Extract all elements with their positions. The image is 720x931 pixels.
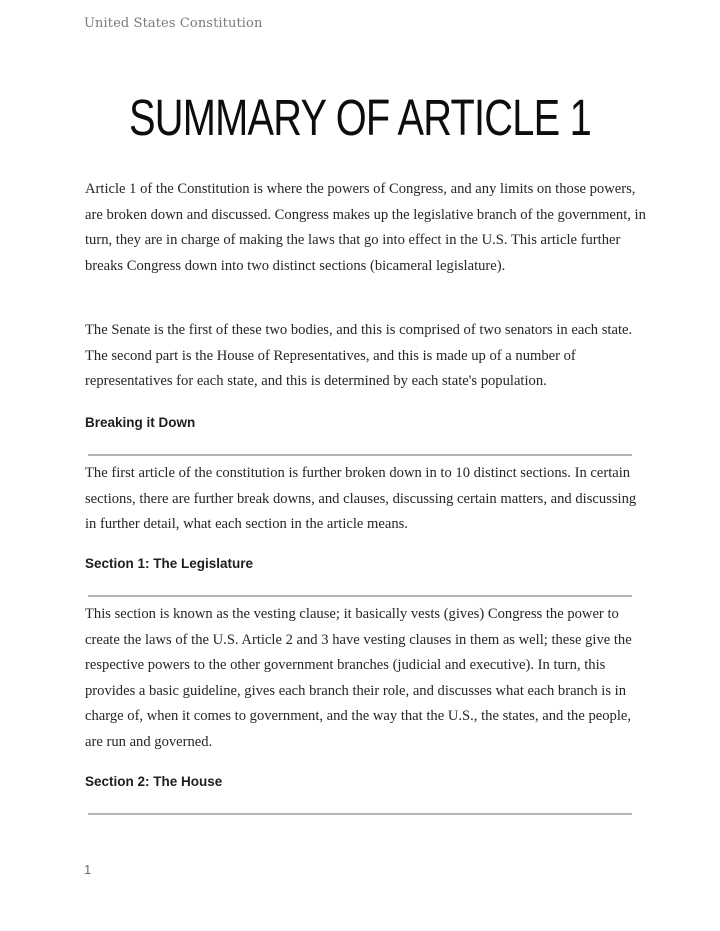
section-heading-legislature: Section 1: The Legislature xyxy=(85,556,254,571)
intro-paragraph: The Senate is the first of these two bodies, and this is comprised of two senators in each state. The second part is the House of Representatives, and this is made up of a number of representatives for each state, and this is determined by each state's population. xyxy=(85,322,633,390)
section-body: This section is known as the vesting clause; it basically vests (gives) Congress the power to create the laws of the U.S. Article 2 and 3 have vesting clauses in them as well; these give the respective powers to the other government branches (judicial and executive). In turn, this provides a basic guideline, gives each branch their role, and discusses what each branch is in charge of, when it comes to government, and the way that the U.S., the states, and the people, are run and governed. xyxy=(85,606,632,750)
section-divider xyxy=(88,595,632,597)
section-divider xyxy=(88,813,632,815)
section-divider xyxy=(88,454,632,456)
section-heading-house: Section 2: The House xyxy=(85,774,223,789)
intro-paragraph: Article 1 of the Constitution is where the powers of Congress, and any limits on those powers, are broken down and discussed. Congress makes up the legislative branch of the government, in turn, they are in charge of making the laws that go into effect in the U.S. This article further breaks Congress down into two distinct sections (bicameral legislature). xyxy=(85,181,646,274)
section-heading-breaking-it-down: Breaking it Down xyxy=(85,415,196,430)
running-header: United States Constitution xyxy=(84,16,263,31)
page-title: SUMMARY OF ARTICLE 1 xyxy=(129,89,591,146)
section-body: The first article of the constitution is further broken down in to 10 distinct sections. In certain sections, there are further break downs, and clauses, discussing certain matters, and discussing in further detail, what each section in the article means. xyxy=(85,465,637,533)
page-number: 1 xyxy=(84,862,92,877)
